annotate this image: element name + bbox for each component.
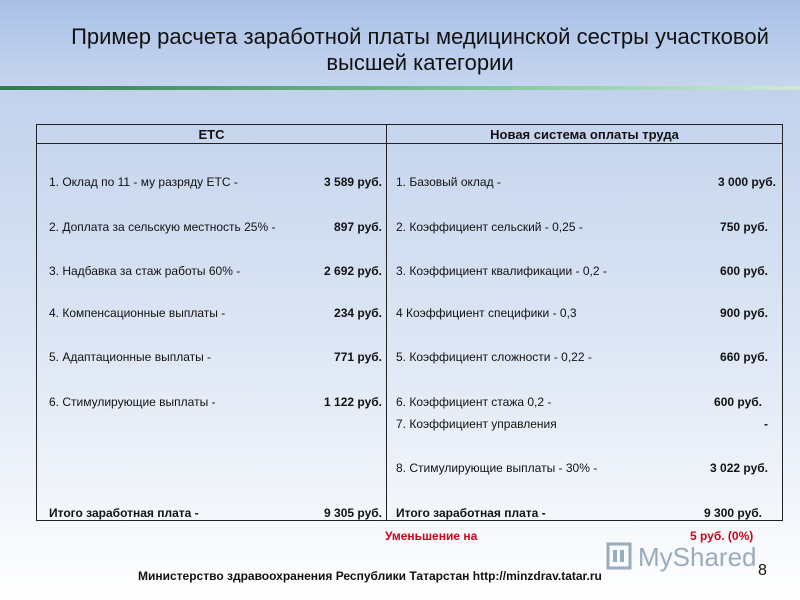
row-label: 6. Коэффициент стажа 0,2 - [396,395,552,409]
total-row-new-system [396,505,776,521]
header-divider [37,143,782,144]
row-amount: 660 руб. [720,350,768,364]
total-label: Итого заработная плата - [396,506,546,520]
watermark-text: MyShared [638,542,757,572]
comparison-table [36,124,783,521]
table-row [49,305,382,321]
table-row [396,416,776,432]
row-amount: 3 022 руб. [710,461,768,475]
row-amount: 897 руб. [334,220,382,234]
total-label: Итого заработная плата - [49,506,199,520]
row-amount: 600 руб. [720,264,768,278]
row-amount: 234 руб. [334,306,382,320]
row-amount: 900 руб. [720,306,768,320]
row-amount: 1 122 руб. [324,395,382,409]
row-label: 2. Коэффициент сельский - 0,25 - [396,220,583,234]
table-row [49,219,382,235]
row-label: 8. Стимулирующие выплаты - 30% - [396,461,598,475]
table-row [49,263,382,279]
column-header-ets: ЕТС [198,127,225,142]
row-amount: - [764,417,768,431]
total-amount: 9 300 руб. [704,506,762,520]
watermark-icon [608,544,630,568]
table-row [396,349,776,365]
row-label: 6. Стимулирующие выплаты - [49,395,216,409]
row-label: 5. Адаптационные выплаты - [49,350,212,364]
table-row [396,460,776,476]
row-label: 1. Оклад по 11 - му разряду ЕТС - [49,175,238,189]
watermark-icon-bar [620,550,624,562]
table-row [396,219,776,235]
decrease-value: 5 руб. (0%) [690,529,754,543]
watermark-icon-bar [613,550,617,562]
decrease-label: Уменьшение на [385,529,478,543]
table-row [396,263,776,279]
row-amount: 750 руб. [720,220,768,234]
row-label: 2. Доплата за сельскую местность 25% - [49,220,276,234]
watermark-logo [606,536,766,576]
title-divider [0,86,800,90]
column-header-new-system: Новая система оплаты труда [490,127,679,142]
row-label: 1. Базовый оклад - [396,175,501,189]
table-row [396,394,776,410]
row-label: 3. Надбавка за стаж работы 60% - [49,264,241,278]
row-label: 5. Коэффициент сложности - 0,22 - [396,350,592,364]
total-amount: 9 305 руб. [324,506,382,520]
table-row [396,305,776,321]
row-amount: 2 692 руб. [324,264,382,278]
table-row [49,349,382,365]
row-amount: 771 руб. [334,350,382,364]
row-label: 4 Коэффициент специфики - 0,3 [396,306,577,320]
table-row [49,394,382,410]
row-amount: 3 000 руб. [718,175,776,189]
page-title: Пример расчета заработной платы медицинской сестры участковой высшей категории [71,24,769,75]
footer-source: Министерство здравоохранения Республики Татарстан http://minzdrav.tatar.ru [138,569,602,583]
row-amount: 600 руб. [714,395,762,409]
row-amount: 3 589 руб. [324,175,382,189]
row-label: 3. Коэффициент квалификации - 0,2 - [396,264,607,278]
row-label: 7. Коэффициент управления [396,417,557,431]
total-row-ets [49,505,382,521]
table-row [49,174,382,190]
page-number: 8 [758,562,767,579]
table-row [396,174,776,190]
row-label: 4. Компенсационные выплаты - [49,306,226,320]
column-divider [386,125,387,520]
